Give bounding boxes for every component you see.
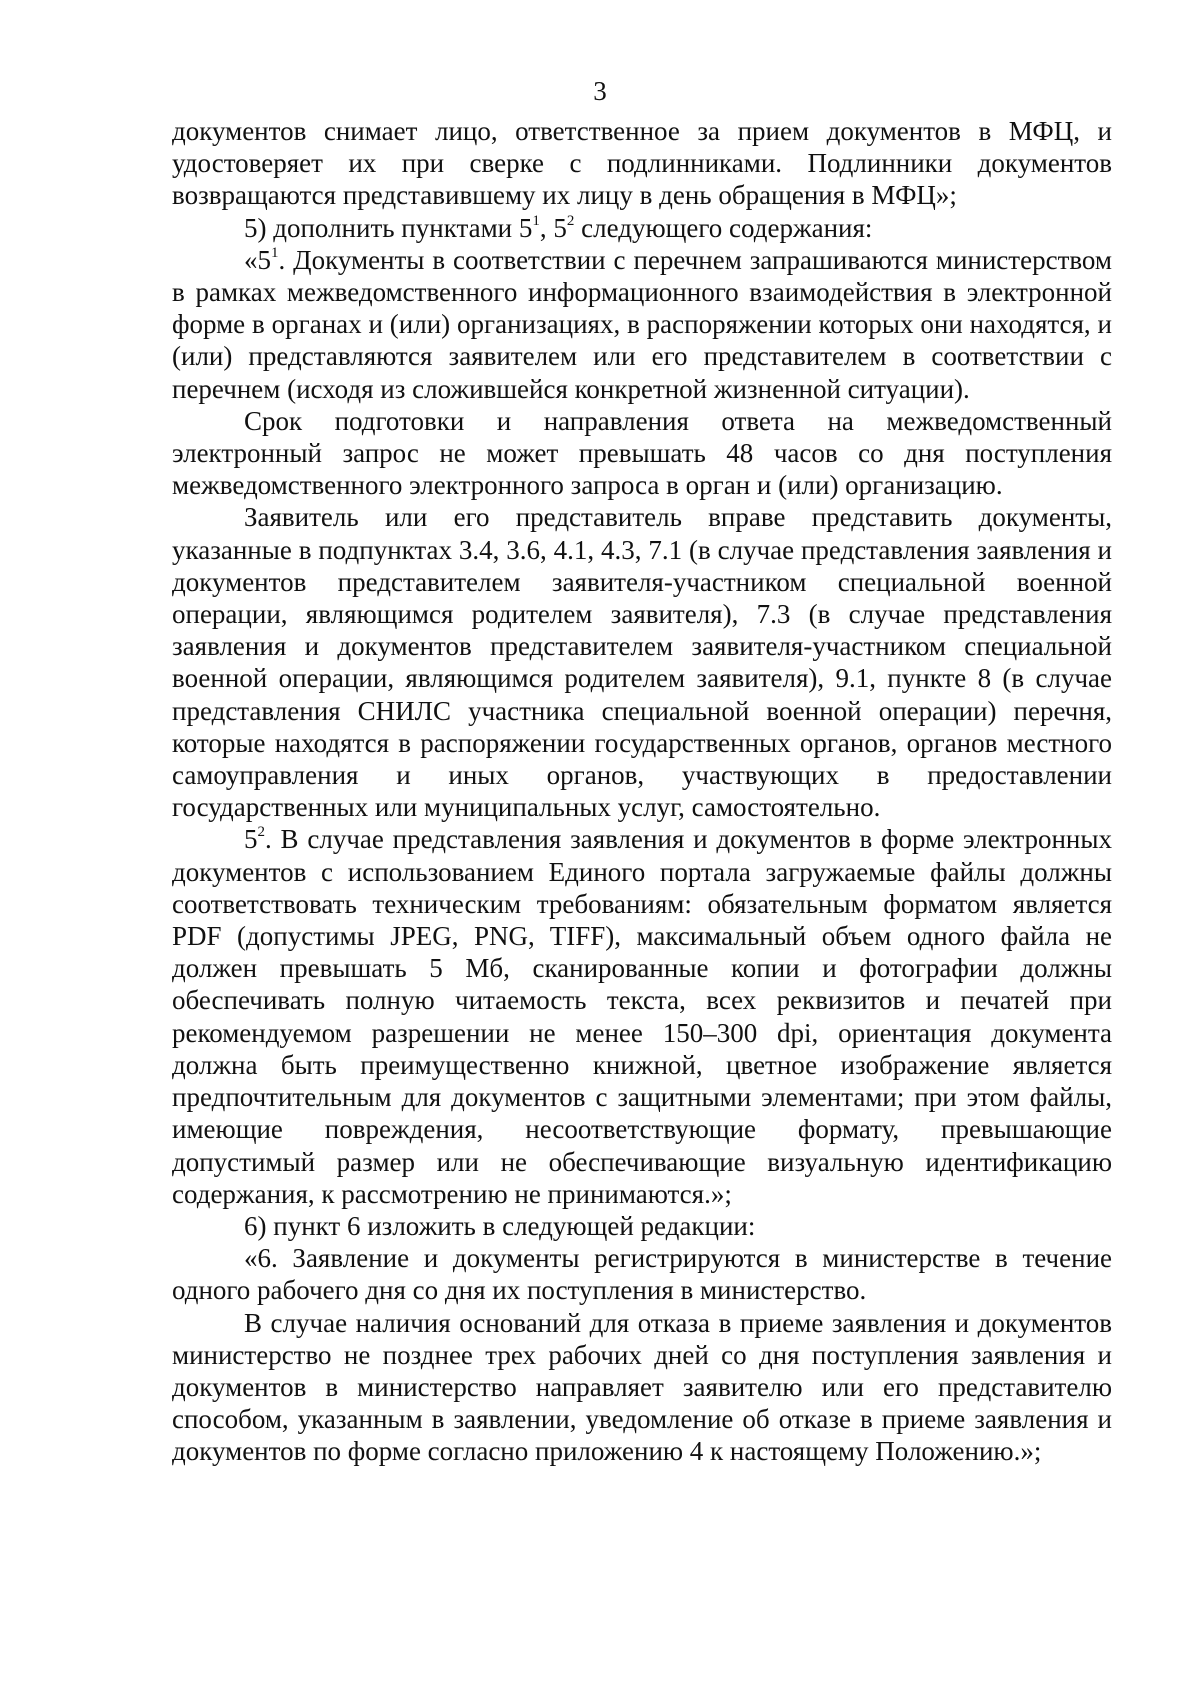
text-run: «5 (244, 244, 271, 275)
paragraph: документов снимает лицо, ответственное за прием документов в МФЦ, и удостоверяет их при сверке с подлинниками. Подлинники документов возвращаются представившему их лицу в день обращения в МФЦ»; (172, 116, 1112, 211)
paragraph (172, 244, 1112, 405)
paragraph: Срок подготовки и направления ответа на межведомственный электронный запрос не может превышать 48 часов со дня поступления межведомственного электронного запроса в орган и (или) организацию. (172, 405, 1112, 501)
document-body (172, 115, 1112, 1468)
text-run: , 5 (539, 212, 567, 243)
paragraph (172, 212, 1112, 244)
paragraph: 6) пункт 6 изложить в следующей редакции: (244, 1210, 756, 1241)
superscript: 1 (271, 244, 279, 261)
paragraph (172, 823, 1112, 1209)
text-run: . Документы в соответствии с перечнем запрашиваются министерством в рамках межведомственного информационного взаимодействия в электронной форме в органах и (или) организациях, в распоряжении которых они находятся, и (или) представляются заявителем или его представителем в соответствии с перечнем (исходя из сложившейся конкретной жизненной ситуации). (172, 244, 1112, 404)
paragraph: В случае наличия оснований для отказа в приеме заявления и документов министерство не позднее трех рабочих дней со дня поступления заявления и документов в министерство направляет заявителю или его представителю способом, указанным в заявлении, уведомление об отказе в приеме заявления и документов по форме согласно приложению 4 к настоящему Положению.»; (172, 1307, 1112, 1467)
page-number: 3 (593, 76, 607, 106)
text-run: 5) дополнить пунктами 5 (244, 212, 533, 243)
text-run: . В случае представления заявления и документов в форме электронных документов с использованием Единого портала загружаемые файлы должны соответствовать техническим требованиям: обязательным форматом является PDF (допустимы JPEG, PNG, TIFF), максимальный объем одного файла не должен превышать 5 Мб, сканированные копии и фотографии должны обеспечивать полную читаемость текста, всех реквизитов и печатей при рекомендуемом разрешении не менее 150–300 dpi, ориентация документа должна быть преимущественно книжной, цветное изображение является предпочтительным для документов с защитными элементами; при этом файлы, имеющие повреждения, несоответствующие формату, превышающие допустимый размер или не обеспечивающие визуальную идентификацию содержания, к рассмотрению не принимаются.»; (172, 824, 1112, 1209)
superscript: 1 (532, 212, 540, 229)
paragraph: Заявитель или его представитель вправе представить документы, указанные в подпунктах 3.4, 3.6, 4.1, 4.3, 7.1 (в случае представления заявления и документов представителем заявителя-участником специальной военной операции, являющимся родителем заявителя), 7.3 (в случае представления заявления и документов представителем заявителя-участником специальной военной операции, являющимся родителем заявителя), 9.1, пункте 8 (в случае представления СНИЛС участника специальной военной операции) перечня, которые находятся в распоряжении государственных органов, органов местного самоуправления и иных органов, участвующих в предоставлении государственных или муниципальных услуг, самостоятельно. (172, 502, 1112, 823)
superscript: 2 (257, 824, 265, 841)
superscript: 2 (566, 212, 575, 229)
text-run: следующего содержания: (574, 212, 873, 243)
paragraph: «6. Заявление и документы регистрируются в министерстве в течение одного рабочего дня со дня их поступления в министерство. (172, 1243, 1112, 1306)
text-run: 5 (244, 824, 258, 855)
